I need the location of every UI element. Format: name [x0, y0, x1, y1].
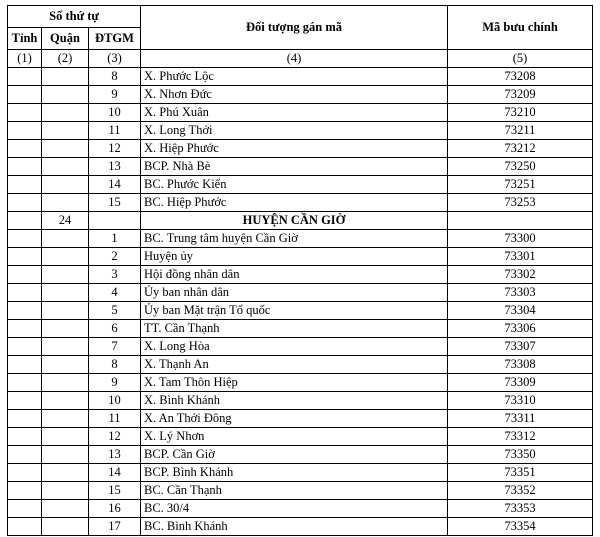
postal-code-cell: 73352 [448, 482, 593, 500]
postal-code-cell: 73211 [448, 122, 593, 140]
postal-code-cell: 73251 [448, 176, 593, 194]
quan-cell [42, 410, 89, 428]
name-cell: BCP. Bình Khánh [141, 464, 448, 482]
dtgm-cell: 2 [89, 248, 141, 266]
postal-code-cell: 73354 [448, 518, 593, 536]
tinh-cell [8, 464, 42, 482]
postal-code-cell: 73303 [448, 284, 593, 302]
name-cell: BC. Hiệp Phước [141, 194, 448, 212]
name-cell: X. Hiệp Phước [141, 140, 448, 158]
quan-cell [42, 284, 89, 302]
table-row [8, 464, 593, 482]
quan-cell [42, 266, 89, 284]
dtgm-cell: 9 [89, 86, 141, 104]
table-row [8, 338, 593, 356]
quan-cell [42, 392, 89, 410]
table-row [8, 428, 593, 446]
col-num: (3) [89, 50, 141, 68]
name-cell: X. Long Hòa [141, 338, 448, 356]
tinh-cell [8, 284, 42, 302]
postal-code-cell: 73309 [448, 374, 593, 392]
name-cell: Huyện ủy [141, 248, 448, 266]
table-row [8, 266, 593, 284]
postal-code-cell: 73351 [448, 464, 593, 482]
quan-cell [42, 518, 89, 536]
table-row [8, 176, 593, 194]
table-row [8, 248, 593, 266]
table-row [8, 140, 593, 158]
table-row [8, 230, 593, 248]
quan-cell [42, 320, 89, 338]
dtgm-cell: 8 [89, 68, 141, 86]
tinh-cell [8, 302, 42, 320]
name-cell: X. Long Thới [141, 122, 448, 140]
postal-code-cell: 73253 [448, 194, 593, 212]
tinh-cell [8, 518, 42, 536]
tinh-cell [8, 428, 42, 446]
quan-cell [42, 86, 89, 104]
postal-code-cell: 73208 [448, 68, 593, 86]
name-cell: X. Nhơn Đức [141, 86, 448, 104]
tinh-cell [8, 482, 42, 500]
section-row [8, 212, 593, 230]
tinh-cell [8, 68, 42, 86]
name-cell: BCP. Nhà Bè [141, 158, 448, 176]
tinh-cell [8, 212, 42, 230]
name-cell: X. Bình Khánh [141, 392, 448, 410]
postal-code-cell: 73301 [448, 248, 593, 266]
tinh-header: Tỉnh [8, 28, 42, 50]
quan-cell [42, 356, 89, 374]
dtgm-cell: 1 [89, 230, 141, 248]
table-row [8, 482, 593, 500]
quan-cell [42, 248, 89, 266]
table-row [8, 284, 593, 302]
dtgm-cell: 14 [89, 176, 141, 194]
name-cell: BC. Bình Khánh [141, 518, 448, 536]
postal-code-cell: 73302 [448, 266, 593, 284]
tinh-cell [8, 392, 42, 410]
postal-code-cell: 73306 [448, 320, 593, 338]
tinh-cell [8, 500, 42, 518]
quan-cell [42, 230, 89, 248]
quan-cell [42, 482, 89, 500]
quan-cell [42, 68, 89, 86]
col-num: (4) [141, 50, 448, 68]
table-row [8, 68, 593, 86]
postal-code-cell: 73350 [448, 446, 593, 464]
dtgm-cell: 9 [89, 374, 141, 392]
dtgm-cell: 12 [89, 428, 141, 446]
dtgm-cell [89, 212, 141, 230]
name-cell: X. Phú Xuân [141, 104, 448, 122]
postal-code-cell [448, 212, 593, 230]
postal-code-cell: 73311 [448, 410, 593, 428]
dtgm-cell: 11 [89, 410, 141, 428]
dtgm-cell: 7 [89, 338, 141, 356]
quan-cell [42, 140, 89, 158]
tinh-cell [8, 230, 42, 248]
table-row [8, 104, 593, 122]
table-row [8, 518, 593, 536]
dtgm-cell: 16 [89, 500, 141, 518]
tinh-cell [8, 338, 42, 356]
dtgm-cell: 10 [89, 392, 141, 410]
name-cell: X. Phước Lộc [141, 68, 448, 86]
postal-code-cell: 73300 [448, 230, 593, 248]
name-cell: Ủy ban Mặt trận Tổ quốc [141, 302, 448, 320]
dtgm-cell: 15 [89, 194, 141, 212]
table-row [8, 500, 593, 518]
tinh-cell [8, 194, 42, 212]
quan-cell [42, 428, 89, 446]
postal-code-cell: 73209 [448, 86, 593, 104]
name-cell: X. Tam Thôn Hiệp [141, 374, 448, 392]
table-row [8, 158, 593, 176]
col-num: (1) [8, 50, 42, 68]
name-cell: BC. Trung tâm huyện Cần Giờ [141, 230, 448, 248]
dtgm-cell: 11 [89, 122, 141, 140]
dtgm-cell: 4 [89, 284, 141, 302]
name-cell: BCP. Cần Giờ [141, 446, 448, 464]
dtgm-cell: 8 [89, 356, 141, 374]
quan-cell [42, 158, 89, 176]
dtgm-cell: 6 [89, 320, 141, 338]
table-row [8, 410, 593, 428]
postal-code-cell: 73308 [448, 356, 593, 374]
dtgm-cell: 15 [89, 482, 141, 500]
postal-code-cell: 73310 [448, 392, 593, 410]
quan-header: Quận [42, 28, 89, 50]
name-cell: BC. Phước Kiển [141, 176, 448, 194]
table-row [8, 392, 593, 410]
quan-cell [42, 302, 89, 320]
doi-tuong-header: Đối tượng gán mã [141, 6, 448, 50]
postal-code-cell: 73307 [448, 338, 593, 356]
dtgm-cell: 13 [89, 158, 141, 176]
name-cell: Hội đồng nhân dân [141, 266, 448, 284]
quan-cell [42, 464, 89, 482]
table-row [8, 320, 593, 338]
quan-cell [42, 500, 89, 518]
tinh-cell [8, 104, 42, 122]
quan-cell [42, 176, 89, 194]
tinh-cell [8, 446, 42, 464]
table-row [8, 194, 593, 212]
postal-code-cell: 73353 [448, 500, 593, 518]
name-cell: BC. 30/4 [141, 500, 448, 518]
name-cell: X. Thạnh An [141, 356, 448, 374]
postal-code-cell: 73210 [448, 104, 593, 122]
tinh-cell [8, 410, 42, 428]
table-row [8, 86, 593, 104]
column-number-row [8, 50, 593, 68]
table-row [8, 374, 593, 392]
quan-cell: 24 [42, 212, 89, 230]
tinh-cell [8, 158, 42, 176]
dtgm-cell: 17 [89, 518, 141, 536]
tinh-cell [8, 248, 42, 266]
quan-cell [42, 338, 89, 356]
district-title: HUYỆN CẦN GIỜ [141, 212, 448, 230]
quan-cell [42, 104, 89, 122]
so-thu-tu-header: Số thứ tự [8, 6, 141, 28]
quan-cell [42, 446, 89, 464]
tinh-cell [8, 176, 42, 194]
tinh-cell [8, 86, 42, 104]
postal-code-cell: 73250 [448, 158, 593, 176]
dtgm-cell: 10 [89, 104, 141, 122]
dtgm-cell: 14 [89, 464, 141, 482]
dtgm-cell: 5 [89, 302, 141, 320]
name-cell: Ủy ban nhân dân [141, 284, 448, 302]
quan-cell [42, 374, 89, 392]
col-num: (2) [42, 50, 89, 68]
ma-buu-chinh-header: Mã bưu chính [448, 6, 593, 50]
table-row [8, 122, 593, 140]
dtgm-cell: 3 [89, 266, 141, 284]
tinh-cell [8, 320, 42, 338]
postal-code-cell: 73304 [448, 302, 593, 320]
name-cell: X. Lý Nhơn [141, 428, 448, 446]
name-cell: BC. Cần Thạnh [141, 482, 448, 500]
postal-code-table [7, 5, 593, 536]
tinh-cell [8, 374, 42, 392]
postal-code-cell: 73212 [448, 140, 593, 158]
table-row [8, 446, 593, 464]
name-cell: X. An Thới Đông [141, 410, 448, 428]
tinh-cell [8, 356, 42, 374]
quan-cell [42, 194, 89, 212]
name-cell: TT. Cần Thạnh [141, 320, 448, 338]
tinh-cell [8, 266, 42, 284]
table-row [8, 302, 593, 320]
tinh-cell [8, 122, 42, 140]
dtgm-cell: 13 [89, 446, 141, 464]
col-num: (5) [448, 50, 593, 68]
table-body [8, 68, 593, 536]
table-row [8, 356, 593, 374]
quan-cell [42, 122, 89, 140]
dtgm-cell: 12 [89, 140, 141, 158]
dtgm-header: ĐTGM [89, 28, 141, 50]
postal-code-cell: 73312 [448, 428, 593, 446]
tinh-cell [8, 140, 42, 158]
